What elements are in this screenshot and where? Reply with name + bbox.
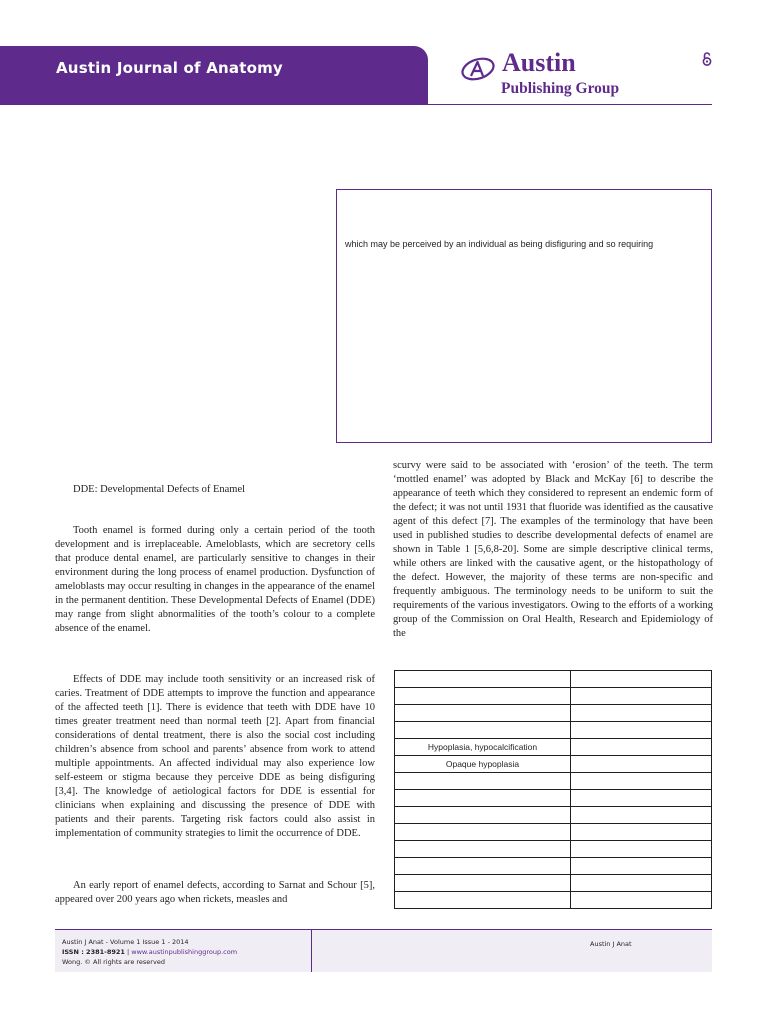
table-cell: Opaque hypoplasia	[395, 756, 571, 773]
footer-rights: Wong. © All rights are reserved	[62, 958, 165, 966]
table-cell	[571, 773, 712, 790]
table-cell: Hypoplasia, hypocalcification	[395, 739, 571, 756]
abstract-text: which may be perceived by an individual as being disfiguring and so requiring	[345, 239, 654, 249]
table-row	[395, 892, 712, 909]
header-rule	[428, 104, 712, 105]
journal-title: Austin Journal of Anatomy	[56, 59, 283, 77]
paragraph-intro: Tooth enamel is formed during only a certain period of the tooth development and is irreplaceable. Ameloblasts, which are secretory cells that produce dental enamel, are particularly sensitive to changes in their environment during the long process of enamel production. Dysfunction of ameloblasts may occur resulting in changes in the appearance of the enamel in the permanent dentition. These Developmental Defects of Enamel (DDE) may range from slight abnormalities of the tooth’s colour to a complete absence of the enamel.	[55, 525, 375, 634]
table-cell	[395, 671, 571, 688]
abstract-box	[336, 189, 712, 443]
table-row	[395, 756, 712, 773]
terminology-table	[394, 670, 712, 909]
abbreviations: DDE: Developmental Defects of Enamel	[73, 484, 246, 495]
table-cell	[395, 773, 571, 790]
table-cell	[571, 858, 712, 875]
table-row	[395, 790, 712, 807]
table-row	[395, 841, 712, 858]
footer-citation-block	[62, 937, 237, 967]
table-cell	[395, 722, 571, 739]
table-row	[395, 688, 712, 705]
footer-website-link[interactable]: www.austinpublishinggroup.com	[131, 948, 238, 956]
footer-running-head: Austin J Anat	[590, 940, 632, 948]
table-cell	[395, 892, 571, 909]
table-cell	[571, 739, 712, 756]
table-cell	[395, 858, 571, 875]
table-row	[395, 722, 712, 739]
table-cell	[571, 671, 712, 688]
open-access-lock-icon	[701, 51, 713, 67]
table-cell	[571, 705, 712, 722]
table-row	[395, 705, 712, 722]
table-row	[395, 824, 712, 841]
paragraph-terminology: scurvy were said to be associated with ‘erosion’ of the teeth. The term ‘mottled enamel’ was adopted by Black and McKay [6] to describe the appearance of teeth which they considered to represent an endemic form of the defect; it was not until 1931 that fluoride was identified as the causative agent of this defect [7]. The examples of the terminology that have been used in published studies to describe developmental defects of enamel are shown in Table 1 [5,6,8-20]. Some are simple descriptive clinical terms, while others are linked with the causative agent, or the histopathology of the defect. However, the majority of these terms are non-specific and frequently ambiguous. The terminology needs to be uniform to suit the requirements of the various investigators. Owing to the efforts of a working group of the Commission on Oral Health, Research and Epidemiology of the	[393, 460, 713, 639]
table-cell	[395, 807, 571, 824]
table-cell	[395, 790, 571, 807]
table-cell	[571, 875, 712, 892]
table-row	[395, 875, 712, 892]
table-cell	[395, 875, 571, 892]
table-row	[395, 858, 712, 875]
table-cell	[571, 841, 712, 858]
publisher-subtitle: Publishing Group	[501, 80, 620, 97]
table-cell	[571, 807, 712, 824]
table-cell	[395, 705, 571, 722]
footer-citation: Austin J Anat - Volume 1 Issue 1 - 2014	[62, 938, 189, 946]
table-cell	[571, 892, 712, 909]
table-row	[395, 773, 712, 790]
table-cell	[571, 722, 712, 739]
footer-divider	[311, 930, 312, 972]
publisher-name: Austin	[502, 48, 576, 77]
table-cell	[395, 824, 571, 841]
table-cell	[571, 790, 712, 807]
footer-issn: ISSN : 2381-8921	[62, 948, 125, 956]
table-row	[395, 807, 712, 824]
table-cell	[395, 688, 571, 705]
table-row	[395, 739, 712, 756]
table-cell	[571, 756, 712, 773]
publisher-logo-icon	[460, 57, 496, 81]
table-cell	[571, 688, 712, 705]
paragraph-effects: Effects of DDE may include tooth sensitivity or an increased risk of caries. Treatment of DDE attempts to improve the function and appearance of the affected teeth [1]. There is evidence that teeth with DDE have 10 times greater treatment need than normal teeth [2]. Apart from financial considerations of dental treatment, there is also the social cost including children’s absence from school and parents’ absence from work to attend multiple appointments. An affected individual may also experience low self-esteem or stigma because they perceive DDE as being disfiguring [3,4]. The knowledge of aetiological factors for DDE is essential for clinicians when explaining and discussing the presence of DDE with patients and their parents. Targeting risk factors could also assist in implementation of community strategies to limit the occurrence of DDE.	[55, 674, 375, 839]
page-footer	[55, 929, 712, 972]
table-cell	[571, 824, 712, 841]
footer-separator: |	[127, 948, 130, 956]
table-cell	[395, 841, 571, 858]
table-row	[395, 671, 712, 688]
paragraph-history: An early report of enamel defects, according to Sarnat and Schour [5], appeared over 200 years ago when rickets, measles and	[55, 880, 375, 905]
footer-issn-line	[62, 947, 237, 957]
